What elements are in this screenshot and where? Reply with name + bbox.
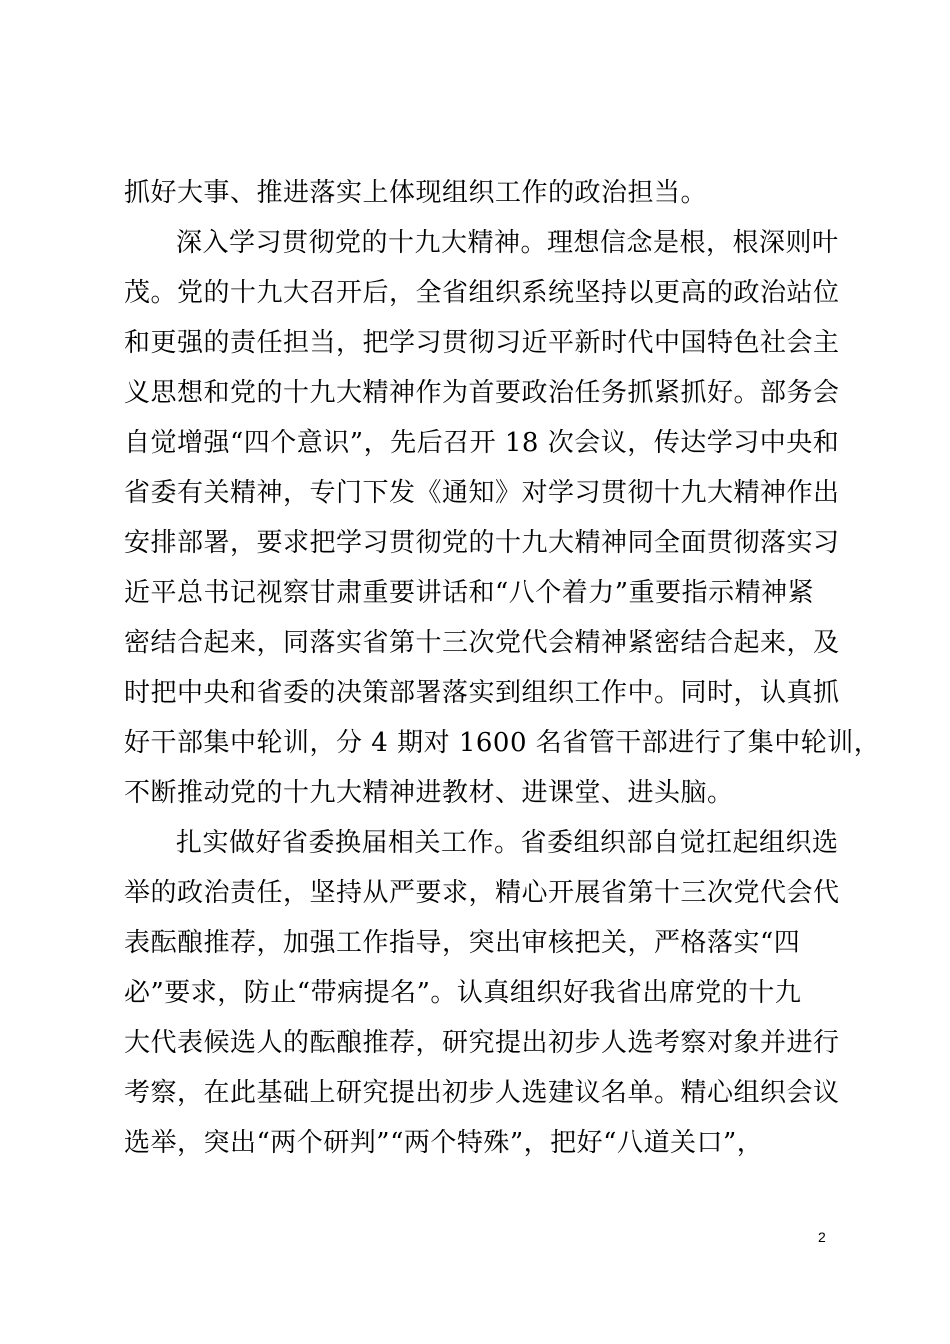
- text-line: 省委有关精神，专门下发《通知》对学习贯彻十九大精神作出: [124, 478, 840, 508]
- text-line: 大代表候选人的酝酿推荐，研究提出初步人选考察对象并进行: [124, 1028, 840, 1058]
- text-line: 时把中央和省委的决策部署落实到组织工作中。同时，认真抓: [124, 678, 840, 708]
- text-line: 考察，在此基础上研究提出初步人选建议名单。精心组织会议: [124, 1078, 840, 1108]
- text-line: 选举，突出“两个研判”“两个特殊”，把好“八道关口”，: [124, 1128, 764, 1158]
- paragraph-heading-line: 深入学习贯彻党的十九大精神。理想信念是根，根深则叶: [176, 228, 839, 258]
- text-line: 必”要求，防止“带病提名”。认真组织好我省出席党的十九: [124, 978, 802, 1008]
- text-line: 表酝酿推荐，加强工作指导，突出审核把关，严格落实“四: [124, 928, 801, 958]
- text-line: 茂。党的十九大召开后，全省组织系统坚持以更高的政治站位: [124, 278, 840, 308]
- text-line: 安排部署，要求把学习贯彻党的十九大精神同全面贯彻落实习: [124, 528, 840, 558]
- text-line: 抓好大事、推进落实上体现组织工作的政治担当。: [124, 178, 708, 208]
- page-number: 2: [818, 1229, 826, 1245]
- text-line: 好干部集中轮训，分 4 期对 1600 名省管干部进行了集中轮训，: [124, 728, 881, 758]
- text-line: 和更强的责任担当，把学习贯彻习近平新时代中国特色社会主: [124, 328, 840, 358]
- text-line: 举的政治责任，坚持从严要求，精心开展省第十三次党代会代: [124, 878, 840, 908]
- text-line: 自觉增强“四个意识”，先后召开 18 次会议，传达学习中央和: [124, 428, 840, 458]
- paragraph-heading-line: 扎实做好省委换届相关工作。省委组织部自觉扛起组织选: [176, 828, 839, 858]
- text-line: 近平总书记视察甘肃重要讲话和“八个着力”重要指示精神紧: [124, 578, 815, 608]
- text-line: 密结合起来，同落实省第十三次党代会精神紧密结合起来，及: [124, 628, 840, 658]
- text-line: 不断推动党的十九大精神进教材、进课堂、进头脑。: [124, 778, 734, 808]
- text-line: 义思想和党的十九大精神作为首要政治任务抓紧抓好。部务会: [124, 378, 840, 408]
